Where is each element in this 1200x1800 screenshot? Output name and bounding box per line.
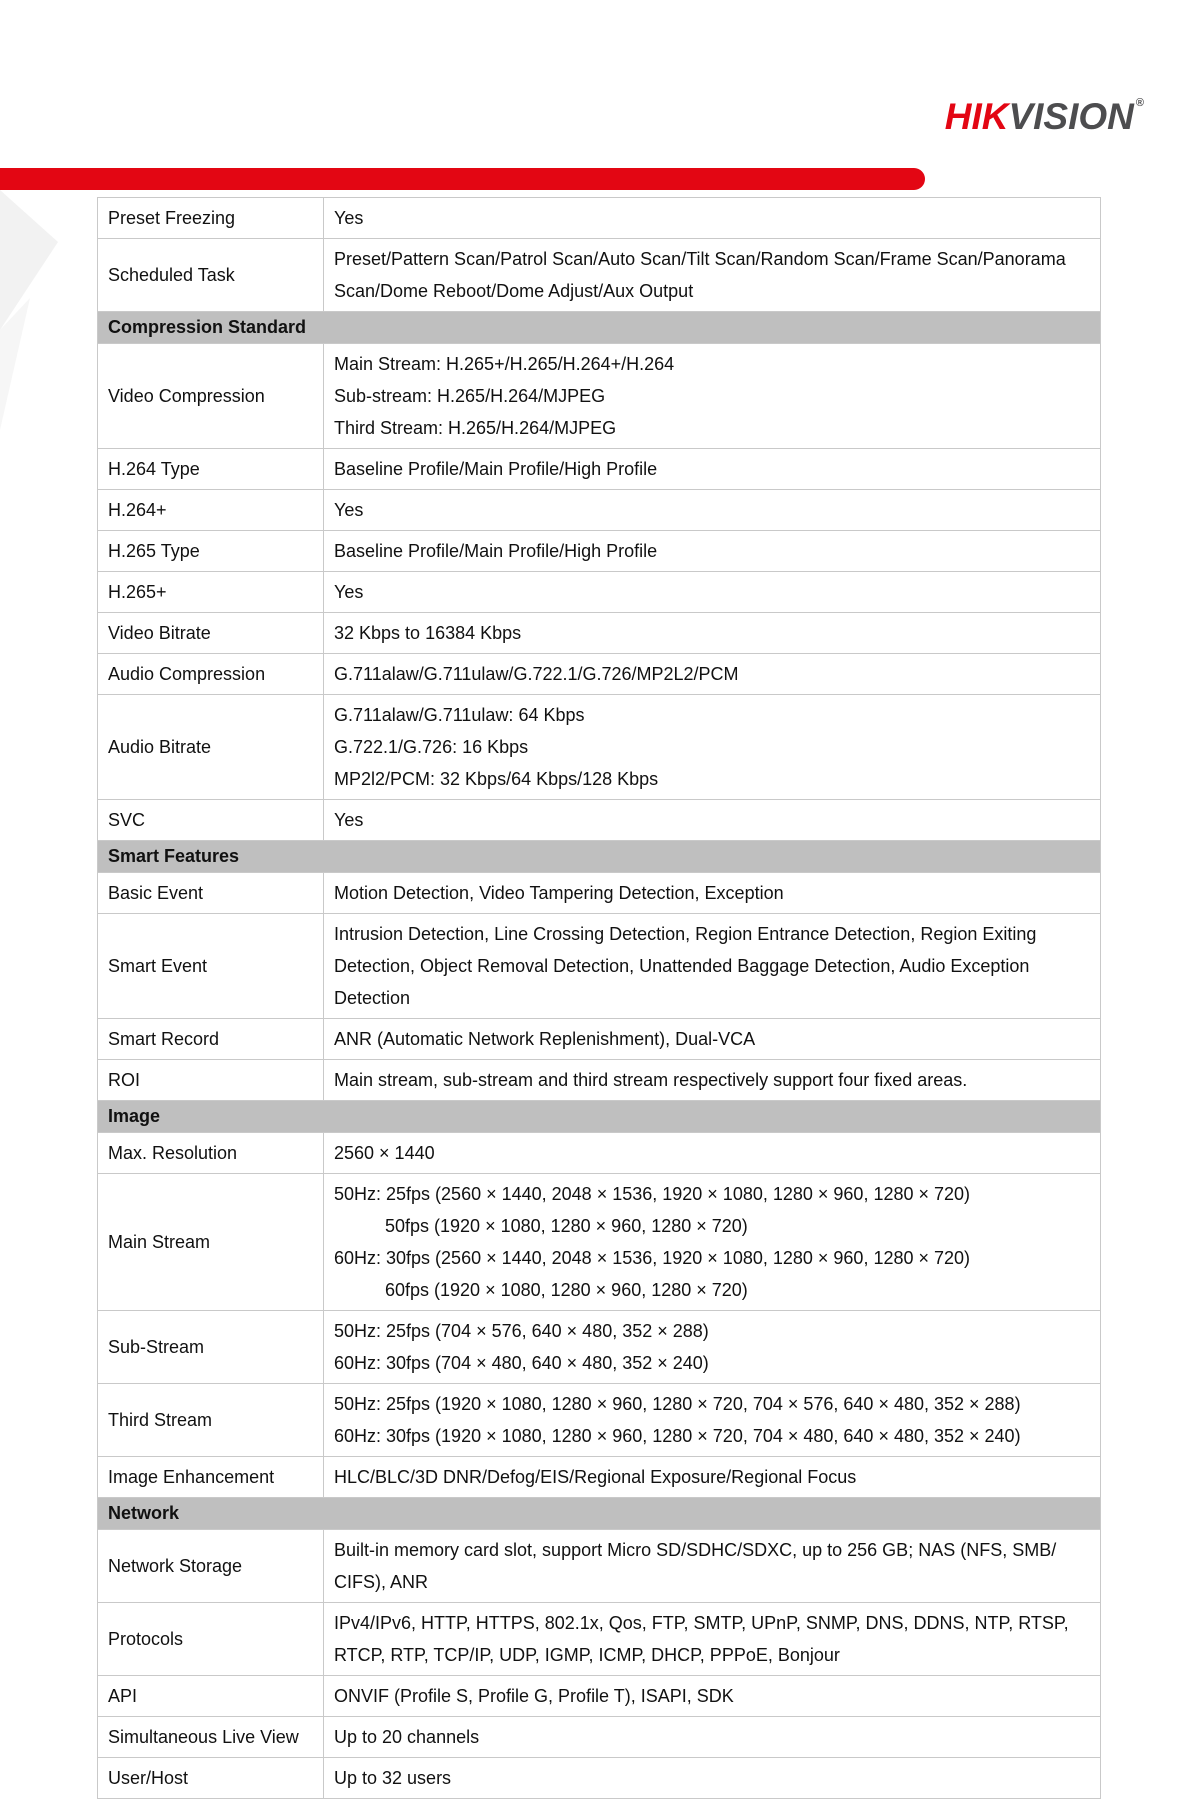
watermark-shape-icon <box>0 190 60 430</box>
registered-mark: ® <box>1135 97 1144 109</box>
spec-label: ROI <box>98 1060 324 1101</box>
spec-value: Baseline Profile/Main Profile/High Profile <box>324 531 1101 572</box>
spec-label: Image Enhancement <box>98 1457 324 1498</box>
brand-logo-red: HIK <box>944 96 1009 137</box>
spec-label: Sub-Stream <box>98 1311 324 1384</box>
spec-value-line: 60Hz: 30fps (1920 × 1080, 1280 × 960, 1280 × 720, 704 × 480, 640 × 480, 352 × 240) <box>334 1426 1021 1446</box>
spec-value: Yes <box>324 198 1101 239</box>
spec-value-line: 50Hz: 25fps (704 × 576, 640 × 480, 352 × 288) <box>334 1321 709 1341</box>
spec-label: Scheduled Task <box>98 239 324 312</box>
spec-label: SVC <box>98 800 324 841</box>
section-title: Compression Standard <box>98 312 1101 344</box>
spec-row-third-stream <box>98 1384 1101 1457</box>
spec-row-user-host <box>98 1758 1101 1799</box>
spec-value-line: G.722.1/G.726: 16 Kbps <box>334 737 529 757</box>
spec-label: Preset Freezing <box>98 198 324 239</box>
spec-row-video-compression <box>98 344 1101 449</box>
brand-logo <box>945 98 1144 135</box>
spec-label: Max. Resolution <box>98 1133 324 1174</box>
spec-value: Up to 32 users <box>324 1758 1101 1799</box>
section-title: Network <box>98 1498 1101 1530</box>
spec-row-main-stream <box>98 1174 1101 1311</box>
spec-value: Built-in memory card slot, support Micro SD/SDHC/SDXC, up to 256 GB; NAS (NFS, SMB/ CIFS), ANR <box>324 1530 1101 1603</box>
spec-value: Main stream, sub-stream and third stream respectively support four fixed areas. <box>324 1060 1101 1101</box>
spec-value-line: Sub-stream: H.265/H.264/MJPEG <box>334 386 606 406</box>
spec-value-line: Third Stream: H.265/H.264/MJPEG <box>334 418 617 438</box>
spec-value-line: 50Hz: 25fps (1920 × 1080, 1280 × 960, 1280 × 720, 704 × 576, 640 × 480, 352 × 288) <box>334 1394 1021 1414</box>
spec-value <box>324 344 1101 449</box>
spec-row-network-storage <box>98 1530 1101 1603</box>
section-title: Smart Features <box>98 841 1101 873</box>
spec-row-protocols <box>98 1603 1101 1676</box>
spec-label: Network Storage <box>98 1530 324 1603</box>
spec-value: Yes <box>324 800 1101 841</box>
spec-value <box>324 1384 1101 1457</box>
brand-logo-gray: VISION <box>1008 96 1134 137</box>
spec-row-h265-plus <box>98 572 1101 613</box>
spec-label: Third Stream <box>98 1384 324 1457</box>
header-red-bar <box>0 168 925 190</box>
spec-row-scheduled-task <box>98 239 1101 312</box>
spec-value: Motion Detection, Video Tampering Detection, Exception <box>324 873 1101 914</box>
spec-row-preset-freezing <box>98 198 1101 239</box>
spec-row-audio-bitrate <box>98 695 1101 800</box>
spec-label: Audio Bitrate <box>98 695 324 800</box>
spec-label: H.264+ <box>98 490 324 531</box>
spec-label: Main Stream <box>98 1174 324 1311</box>
spec-row-smart-record <box>98 1019 1101 1060</box>
spec-value-line: G.711alaw/G.711ulaw: 64 Kbps <box>334 705 585 725</box>
spec-label: Video Bitrate <box>98 613 324 654</box>
section-header-image <box>98 1101 1101 1133</box>
spec-value <box>324 695 1101 800</box>
spec-row-max-resolution <box>98 1133 1101 1174</box>
spec-label: User/Host <box>98 1758 324 1799</box>
spec-row-smart-event <box>98 914 1101 1019</box>
spec-row-video-bitrate <box>98 613 1101 654</box>
spec-label: Protocols <box>98 1603 324 1676</box>
spec-row-image-enhancement <box>98 1457 1101 1498</box>
spec-value: 32 Kbps to 16384 Kbps <box>324 613 1101 654</box>
spec-row-api <box>98 1676 1101 1717</box>
spec-label: Audio Compression <box>98 654 324 695</box>
spec-value-line: 60Hz: 30fps (704 × 480, 640 × 480, 352 × 240) <box>334 1353 709 1373</box>
spec-value: ANR (Automatic Network Replenishment), Dual-VCA <box>324 1019 1101 1060</box>
spec-label: Video Compression <box>98 344 324 449</box>
spec-value: ONVIF (Profile S, Profile G, Profile T), ISAPI, SDK <box>324 1676 1101 1717</box>
spec-row-h265-type <box>98 531 1101 572</box>
spec-label: Simultaneous Live View <box>98 1717 324 1758</box>
spec-value <box>324 1174 1101 1311</box>
spec-value: Yes <box>324 572 1101 613</box>
spec-row-audio-compression <box>98 654 1101 695</box>
spec-row-svc <box>98 800 1101 841</box>
spec-value-line: 60fps (1920 × 1080, 1280 × 960, 1280 × 720) <box>385 1280 748 1300</box>
spec-value: IPv4/IPv6, HTTP, HTTPS, 802.1x, Qos, FTP, SMTP, UPnP, SNMP, DNS, DDNS, NTP, RTSP, RTCP, RTP, TCP/IP, UDP, IGMP, ICMP, DHCP, PPPoE, Bonjour <box>324 1603 1101 1676</box>
spec-label: API <box>98 1676 324 1717</box>
section-header-network <box>98 1498 1101 1530</box>
spec-value: 2560 × 1440 <box>324 1133 1101 1174</box>
spec-label: Smart Event <box>98 914 324 1019</box>
spec-row-roi <box>98 1060 1101 1101</box>
spec-row-h264-plus <box>98 490 1101 531</box>
spec-value: G.711alaw/G.711ulaw/G.722.1/G.726/MP2L2/PCM <box>324 654 1101 695</box>
spec-value: Intrusion Detection, Line Crossing Detection, Region Entrance Detection, Region Exiting Detection, Object Removal Detection, Unattended Baggage Detection, Audio Exception Detection <box>324 914 1101 1019</box>
spec-value: Baseline Profile/Main Profile/High Profile <box>324 449 1101 490</box>
spec-value: Up to 20 channels <box>324 1717 1101 1758</box>
spec-value-line: 50Hz: 25fps (2560 × 1440, 2048 × 1536, 1920 × 1080, 1280 × 960, 1280 × 720) <box>334 1184 971 1204</box>
spec-label: Basic Event <box>98 873 324 914</box>
spec-row-basic-event <box>98 873 1101 914</box>
section-title: Image <box>98 1101 1101 1133</box>
spec-value: Yes <box>324 490 1101 531</box>
spec-label: H.264 Type <box>98 449 324 490</box>
spec-value: HLC/BLC/3D DNR/Defog/EIS/Regional Exposure/Regional Focus <box>324 1457 1101 1498</box>
spec-value-line: 60Hz: 30fps (2560 × 1440, 2048 × 1536, 1920 × 1080, 1280 × 960, 1280 × 720) <box>334 1248 971 1268</box>
spec-value-line: Main Stream: H.265+/H.265/H.264+/H.264 <box>334 354 675 374</box>
spec-label: Smart Record <box>98 1019 324 1060</box>
spec-label: H.265 Type <box>98 531 324 572</box>
spec-row-h264-type <box>98 449 1101 490</box>
spec-row-sub-stream <box>98 1311 1101 1384</box>
section-header-smart-features <box>98 841 1101 873</box>
spec-label: H.265+ <box>98 572 324 613</box>
spec-value-line: MP2l2/PCM: 32 Kbps/64 Kbps/128 Kbps <box>334 769 659 789</box>
spec-value: Preset/Pattern Scan/Patrol Scan/Auto Scan/Tilt Scan/Random Scan/Frame Scan/Panorama Scan/Dome Reboot/Dome Adjust/Aux Output <box>324 239 1101 312</box>
spec-value-line: 50fps (1920 × 1080, 1280 × 960, 1280 × 720) <box>385 1216 748 1236</box>
spec-value <box>324 1311 1101 1384</box>
section-header-compression-standard <box>98 312 1101 344</box>
spec-row-simultaneous-live-view <box>98 1717 1101 1758</box>
spec-table <box>97 197 1101 1799</box>
